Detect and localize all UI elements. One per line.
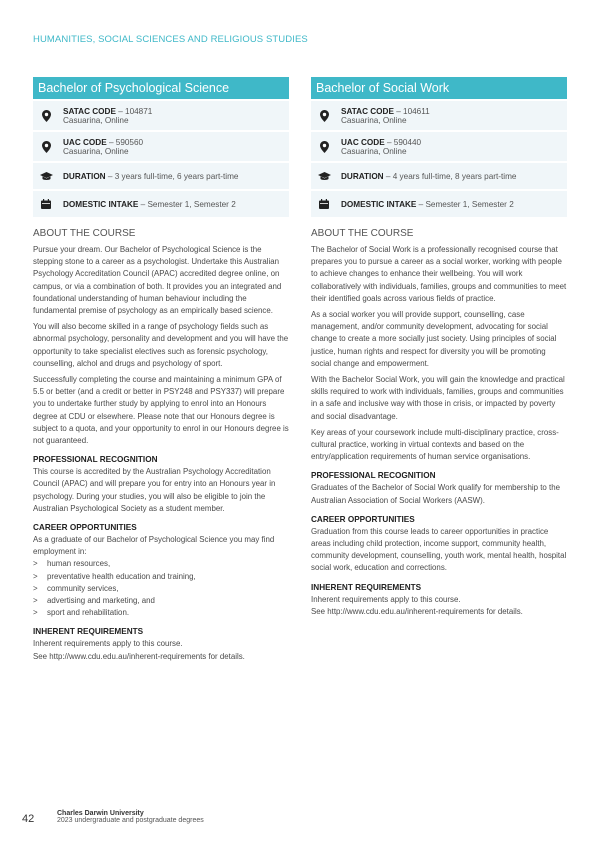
uac-label: UAC CODE — [63, 137, 107, 147]
intake-value: – Semester 1, Semester 2 — [416, 199, 514, 209]
duration-value: – 4 years full-time, 8 years part-time — [383, 171, 517, 181]
career-heading: CAREER OPPORTUNITIES — [311, 514, 415, 524]
duration-value: – 3 years full-time, 6 years part-time — [105, 171, 239, 181]
satac-value: – 104871 — [115, 106, 153, 116]
satac-code-row — [33, 101, 289, 130]
list-item-text: sport and rehabilitation. — [47, 608, 130, 618]
bullet-chevron-icon: > — [33, 608, 38, 618]
intake-row — [311, 191, 567, 217]
career-list — [33, 558, 289, 619]
inherent-text: Inherent requirements apply to this course. — [311, 594, 461, 604]
list-item — [33, 607, 289, 619]
inherent-heading: INHERENT REQUIREMENTS — [33, 627, 144, 637]
uac-code-row — [33, 132, 289, 161]
satac-value: – 104611 — [393, 106, 430, 116]
about-paragraph: As a social worker you will provide support, counselling, case management, and/or community development, advocating for social change to create a more socially just society. Using principles of social justice, human rights and respect for diversity you will be promoting social change and empowerment. — [311, 310, 557, 368]
intake-row — [33, 191, 289, 217]
recognition-heading: PROFESSIONAL RECOGNITION — [33, 455, 158, 465]
satac-location: Casuarina, Online — [63, 115, 129, 125]
bullet-chevron-icon: > — [33, 571, 38, 581]
recognition-heading: PROFESSIONAL RECOGNITION — [311, 471, 436, 481]
publication-title: 2023 undergraduate and postgraduate degrees — [57, 817, 204, 824]
location-pin-icon — [317, 141, 331, 153]
duration-label: DURATION — [63, 171, 106, 181]
uac-location: Casuarina, Online — [63, 146, 129, 156]
duration-label: DURATION — [341, 171, 384, 181]
graduation-cap-icon — [39, 172, 53, 181]
uac-location: Casuarina, Online — [341, 146, 407, 156]
about-paragraph: Key areas of your coursework include multi-disciplinary practice, cross-cultural practice, working in virtual contexts and based on the entry/application requirements of human service organisations. — [311, 427, 559, 462]
page-footer — [22, 810, 204, 825]
inherent-text: Inherent requirements apply to this course. — [33, 639, 183, 649]
course-psychological-science — [33, 77, 289, 667]
duration-row — [311, 163, 567, 189]
list-item-text: community services, — [47, 583, 119, 593]
course-title: Bachelor of Social Work — [311, 77, 567, 99]
duration-row — [33, 163, 289, 189]
satac-code-row — [311, 101, 567, 130]
list-item — [33, 558, 289, 570]
location-pin-icon — [317, 110, 331, 122]
graduation-cap-icon — [317, 172, 331, 181]
recognition-text: This course is accredited by the Australian Psychology Accreditation Council (APAC) and will prepare you for entry into an Honours year in psychology. During your studies, you will also be eligible to join the Australian Psychological Society as a student member. — [33, 467, 276, 513]
about-paragraph: Pursue your dream. Our Bachelor of Psychological Science is the stepping stone to a career as a psychologist. Undertake this Australian Psychology Accreditation Council (APAC) accredited degree online, on campus, or via a combination of both. It provides you an integrated and foundational understanding of human behaviour including the fundamental premise of psychology as an empirically based science. — [33, 245, 282, 316]
bullet-chevron-icon: > — [33, 596, 38, 606]
about-paragraph: The Bachelor of Social Work is a professionally recognised course that prepares you to pursue a career as a social worker, working with people to achieve changes to enhance their wellbeing. You will work collaboratively with individuals, families, groups and communities to meet their identified goals across various fields of practice. — [311, 245, 567, 303]
about-heading: ABOUT THE COURSE — [33, 228, 136, 239]
university-name: Charles Darwin University — [57, 810, 144, 817]
course-title: Bachelor of Psychological Science — [33, 77, 289, 99]
bullet-chevron-icon: > — [33, 583, 38, 593]
location-pin-icon — [39, 110, 53, 122]
about-heading: ABOUT THE COURSE — [311, 228, 414, 239]
intake-label: DOMESTIC INTAKE — [341, 199, 417, 209]
inherent-link[interactable]: See http://www.cdu.edu.au/inherent-requirements for details. — [311, 606, 523, 616]
page-number: 42 — [22, 813, 35, 825]
uac-value: – 590440 — [384, 137, 422, 147]
career-text: As a graduate of our Bachelor of Psychological Science you may find employment in: — [33, 535, 275, 557]
section-title: HUMANITIES, SOCIAL SCIENCES AND RELIGIOUS STUDIES — [33, 34, 308, 45]
inherent-heading: INHERENT REQUIREMENTS — [311, 582, 422, 592]
intake-value: – Semester 1, Semester 2 — [138, 199, 236, 209]
calendar-icon — [317, 199, 331, 209]
location-pin-icon — [39, 141, 53, 153]
inherent-link[interactable]: See http://www.cdu.edu.au/inherent-requirements for details. — [33, 651, 245, 661]
list-item-text: advertising and marketing, and — [47, 596, 155, 606]
calendar-icon — [39, 199, 53, 209]
list-item-text: preventative health education and training, — [47, 571, 196, 581]
uac-label: UAC CODE — [341, 137, 385, 147]
intake-label: DOMESTIC INTAKE — [63, 199, 139, 209]
about-paragraph: With the Bachelor Social Work, you will gain the knowledge and practical skills required to work with individuals, families, groups and communities in a safe and inclusive way with those in crisis, or impacted by poverty and social disadvantage. — [311, 375, 565, 421]
list-item — [33, 571, 289, 583]
satac-label: SATAC CODE — [63, 106, 116, 116]
about-paragraph: You will also become skilled in a range of psychology fields such as abnormal psychology, personality and development and you will have the opportunity to take specialist electives such as forensic psychology, counselling, alchol and drugs and psychology of sport. — [33, 322, 289, 368]
about-paragraph: Successfully completing the course and maintaining a minimum GPA of 5.5 or better (and a credit or better in PSY248 and PSY337) will prepare you to undertake further study by applying to enrol into an Honours degree at CDU or elsewhere. Please note that our Honours degree is subject to a quota, and your opportunity to enrol in our Honours degree is not guaranteed. — [33, 375, 289, 446]
list-item — [33, 595, 289, 607]
career-text: Graduation from this course leads to career opportunities in practice areas including child protection, income support, community health, community development, counselling, youth work, mental health, hospital social work, education and corrections. — [311, 526, 567, 573]
bullet-chevron-icon: > — [33, 559, 38, 569]
uac-value: – 590560 — [106, 137, 144, 147]
satac-location: Casuarina, Online — [341, 115, 407, 125]
recognition-text: Graduates of the Bachelor of Social Work qualify for membership to the Australian Association of Social Workers (AASW). — [311, 483, 560, 505]
list-item — [33, 583, 289, 595]
course-social-work — [311, 77, 567, 622]
list-item-text: human resources, — [47, 559, 111, 569]
career-heading: CAREER OPPORTUNITIES — [33, 523, 137, 533]
uac-code-row — [311, 132, 567, 161]
satac-label: SATAC CODE — [341, 106, 394, 116]
